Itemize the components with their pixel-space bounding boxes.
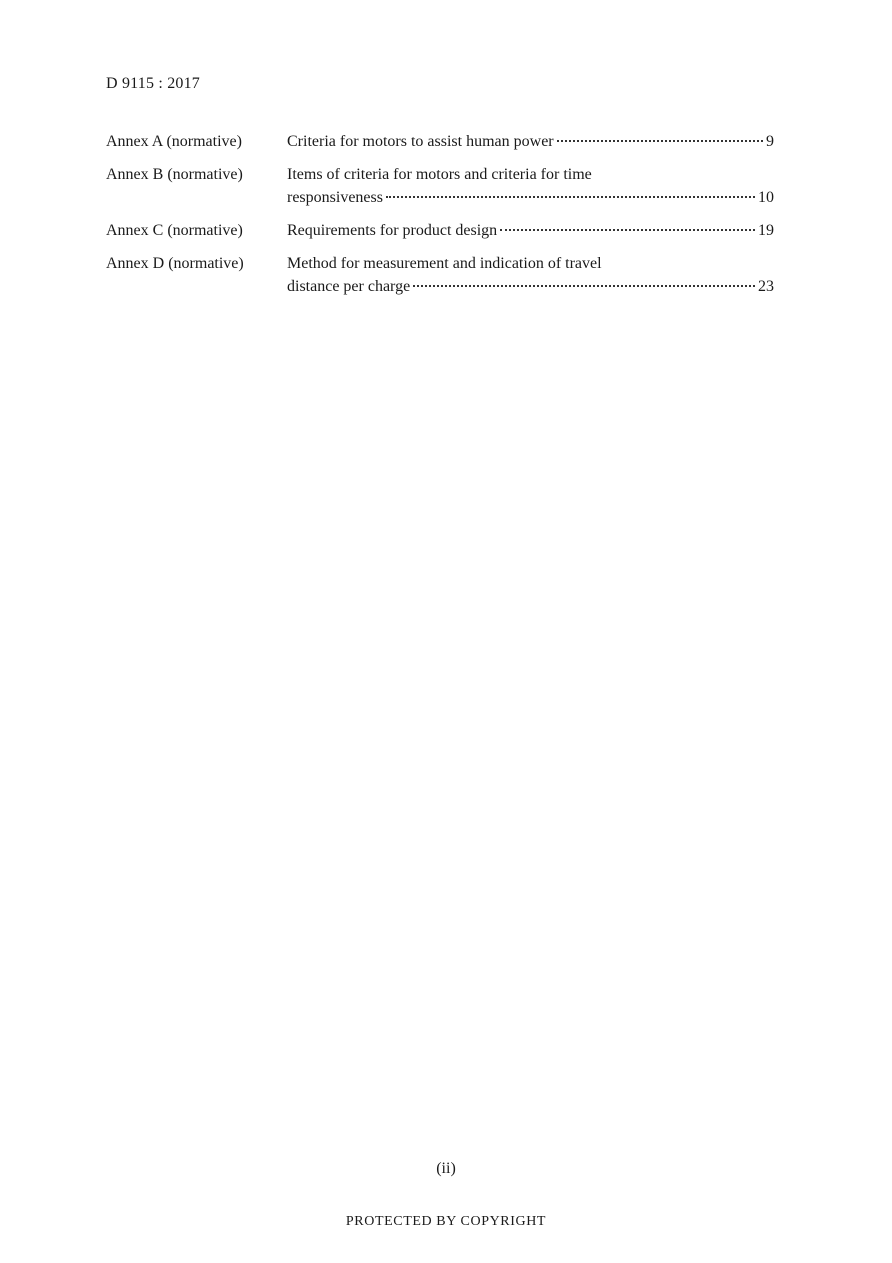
toc-entry-title-first-line: Items of criteria for motors and criteria for time: [287, 166, 592, 183]
toc-entry-label: Annex C (normative): [106, 222, 243, 239]
toc-entry-line: [287, 186, 774, 209]
toc-entry-label: Annex D (normative): [106, 255, 244, 272]
toc-entry-line: [287, 219, 774, 242]
toc-leader-dots: [386, 196, 755, 198]
toc-entry-title: Requirements for product design: [287, 222, 498, 239]
toc-entry-body: [287, 219, 774, 242]
document-id: D 9115 : 2017: [106, 75, 201, 92]
toc-entry-title: distance per charge: [287, 278, 411, 295]
toc-entry-body: [287, 130, 774, 153]
toc-entry-line: [287, 130, 774, 153]
toc-entry-page: 10: [758, 189, 774, 206]
toc-entry-label: Annex A (normative): [106, 133, 242, 150]
toc-entry-annex-b[interactable]: [106, 163, 774, 209]
toc-entry-title-first-line: Method for measurement and indication of travel: [287, 255, 602, 272]
page-number: (ii): [436, 1160, 456, 1177]
toc-entry-body: [287, 163, 774, 209]
toc-leader-dots: [557, 140, 763, 142]
toc-entry-annex-a[interactable]: [106, 130, 774, 153]
toc-entry-page: 23: [758, 278, 774, 295]
toc-entry-annex-d[interactable]: [106, 252, 774, 298]
toc-entry-title: Criteria for motors to assist human power: [287, 133, 554, 150]
toc-leader-dots: [500, 229, 755, 231]
toc-leader-dots: [413, 285, 755, 287]
toc-entry-label: Annex B (normative): [106, 166, 243, 183]
toc-entry-title: responsiveness: [287, 189, 383, 206]
table-of-contents: [106, 130, 774, 308]
toc-entry-body: [287, 252, 774, 298]
toc-entry-page: 19: [758, 222, 774, 239]
toc-entry-line: [287, 275, 774, 298]
copyright-notice: PROTECTED BY COPYRIGHT: [345, 1214, 547, 1229]
toc-entry-page: 9: [766, 133, 774, 150]
toc-entry-annex-c[interactable]: [106, 219, 774, 242]
